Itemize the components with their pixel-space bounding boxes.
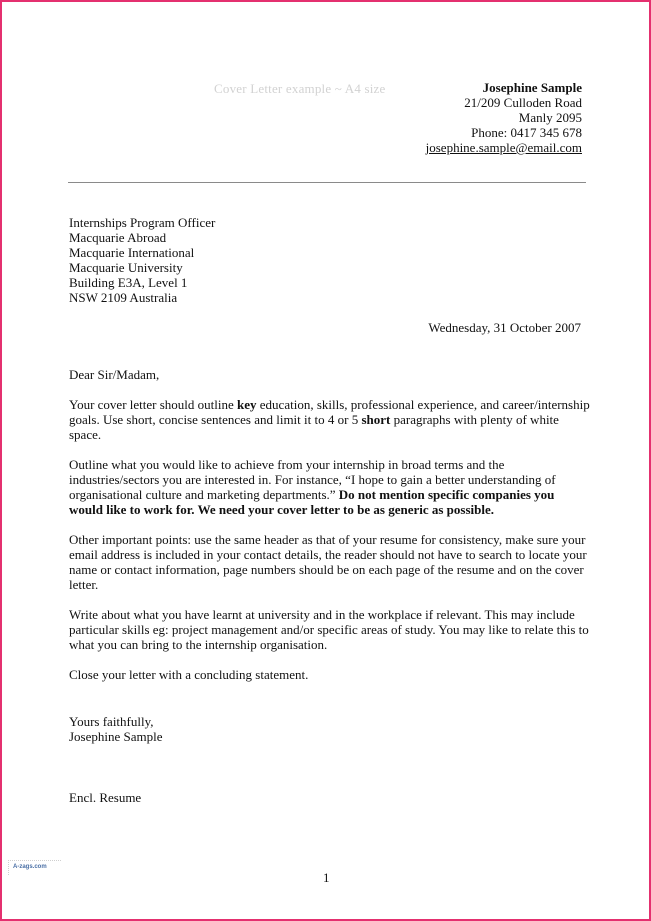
paragraph-2 (69, 457, 591, 517)
recipient-line: Macquarie Abroad (69, 230, 167, 245)
paragraph-2-bold-text: Do not mention specific companies you would like to work for. We need your cover letter to be as generic as possible. (69, 487, 555, 517)
paragraph-5: Close your letter with a concluding statement. (69, 667, 309, 682)
recipient-line: Building E3A, Level 1 (69, 275, 188, 290)
sender-block (426, 80, 582, 155)
enclosure-note: Encl. Resume (69, 790, 142, 805)
salutation: Dear Sir/Madam, (69, 367, 160, 382)
sender-address-line-2: Manly 2095 (518, 110, 582, 125)
sender-address-line-1: 21/209 Culloden Road (464, 95, 582, 110)
paragraph-4: Write about what you have learnt at university and in the workplace if relevant. This may include particular skills eg: project management and/or specific areas of study. You may like to relate this to what you can bring to the internship organisation. (69, 607, 589, 652)
valediction: Yours faithfully, (69, 714, 154, 729)
recipient-line: Macquarie International (69, 245, 195, 260)
page-number: 1 (323, 870, 330, 885)
letter-body (69, 367, 591, 697)
sender-name: Josephine Sample (482, 80, 582, 95)
sender-phone: Phone: 0417 345 678 (471, 125, 582, 140)
paragraph-3: Other important points: use the same header as that of your resume for consistency, make sure your email address is included in your contact details, the reader should not have to search to locate your name or contact information, page numbers should be on each page of the resume and on the cover letter. (69, 532, 587, 592)
faint-header-text: Cover Letter example ~ A4 size (214, 81, 386, 96)
sender-email-link[interactable]: josephine.sample@email.com (425, 140, 582, 155)
paragraph-1-text: paragraphs with plenty of white space. (69, 412, 559, 442)
signature-name: Josephine Sample (69, 729, 163, 744)
recipient-line: Macquarie University (69, 260, 183, 275)
header-divider (68, 182, 586, 183)
letter-date: Wednesday, 31 October 2007 (428, 320, 581, 335)
watermark-logo: A-zags.com (13, 864, 47, 870)
paragraph-1-bold-key: key (237, 397, 257, 412)
recipient-line: NSW 2109 Australia (69, 290, 178, 305)
paragraph-1 (69, 397, 591, 442)
recipient-block (69, 215, 215, 305)
paragraph-1-text: Your cover letter should outline (69, 397, 238, 412)
closing-block (69, 714, 163, 744)
paragraph-1-bold-short: short (361, 412, 391, 427)
recipient-line: Internships Program Officer (69, 215, 216, 230)
paragraph-2-text: Outline what you would like to achieve from your internship in broad terms and the industries/sectors you are interested in. For instance, “I hope to gain a better understanding of organisational culture and marketing departments.” (69, 457, 556, 502)
paragraph-1-text: education, skills, professional experience, and career/internship goals. Use short, concise sentences and limit it to 4 or 5 (69, 397, 590, 427)
